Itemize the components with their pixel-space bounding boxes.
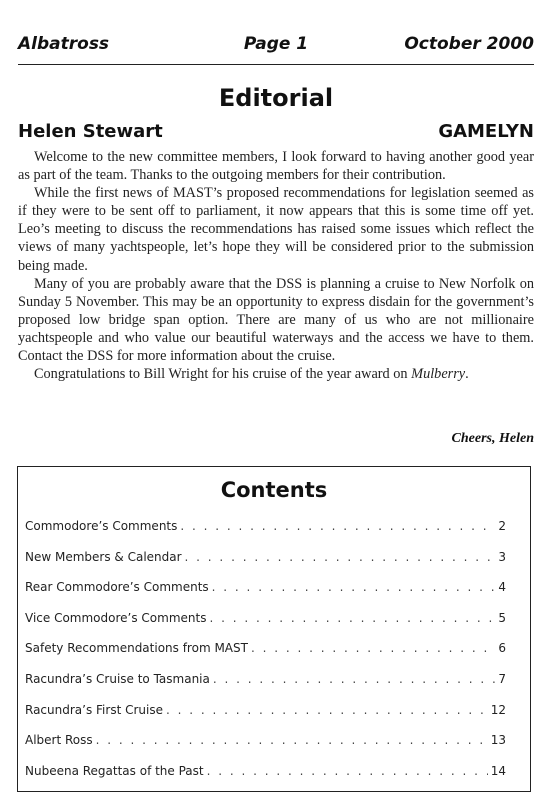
- toc-item[interactable]: [25, 580, 506, 611]
- toc-item[interactable]: [25, 672, 506, 703]
- toc-leader-dots: [207, 764, 488, 778]
- toc-item-page: 14: [490, 763, 506, 778]
- toc-item[interactable]: [25, 703, 506, 734]
- paragraph-end: .: [465, 366, 469, 383]
- toc-item-title: Rear Commodore’s Comments: [25, 580, 209, 595]
- toc-item-page: 7: [498, 671, 506, 686]
- contents-title: Contents: [220, 478, 328, 502]
- toc-item-title: Commodore’s Comments: [25, 519, 178, 533]
- signoff: Cheers, Helen: [451, 431, 534, 446]
- paragraph: While the first news of MAST’s proposed recommendations for legislation seemed as if they were to be sent off to parliament, it now appears that this is some time off yet. Leo’s meeting to discuss the recommendations has raised some issues which reflect the views of many yachtspeople, let’s hope they will be considered prior to the submission being made.: [18, 185, 534, 274]
- toc-item[interactable]: [25, 641, 506, 672]
- toc-item-page: 6: [498, 641, 506, 656]
- toc-item-title: Safety Recommendations from MAST: [25, 641, 248, 656]
- publication-name: Albatross: [18, 34, 110, 54]
- toc-item-title: Vice Commodore’s Comments: [25, 610, 207, 625]
- page-header: [18, 34, 534, 64]
- contents-list: [25, 519, 506, 794]
- toc-item-title: Nubeena Regattas of the Past: [25, 763, 204, 778]
- toc-item-title: New Members & Calendar: [25, 549, 182, 564]
- toc-item-title: Racundra’s Cruise to Tasmania: [25, 671, 210, 686]
- toc-item[interactable]: [25, 550, 506, 581]
- toc-leader-dots: [96, 733, 488, 747]
- toc-item[interactable]: [25, 733, 506, 764]
- toc-leader-dots: [180, 519, 495, 533]
- toc-leader-dots: [209, 611, 495, 625]
- boat-name-italic: Mulberry: [411, 366, 466, 383]
- toc-item-page: 3: [498, 549, 506, 564]
- toc-item-title: Albert Ross: [25, 733, 93, 748]
- toc-item-page: 13: [490, 733, 506, 748]
- contents-box: [17, 466, 531, 792]
- author-name: Helen Stewart: [18, 121, 163, 142]
- toc-item[interactable]: [25, 764, 506, 795]
- toc-item-page: 4: [498, 580, 506, 595]
- toc-item[interactable]: [25, 519, 506, 550]
- issue-date: October 2000: [404, 34, 534, 54]
- header-rule: [18, 64, 534, 65]
- toc-leader-dots: [213, 672, 495, 686]
- toc-item-page: 2: [498, 519, 506, 533]
- editorial-title: Editorial: [218, 84, 334, 112]
- toc-leader-dots: [251, 641, 495, 655]
- byline: [18, 121, 534, 145]
- paragraph: [18, 365, 534, 383]
- page-number: Page 1: [243, 34, 309, 54]
- paragraph: Many of you are probably aware that the DSS is planning a cruise to New Norfolk on Sunday 5 November. This may be an opportunity to express disdain for the government’s proposed low bridge span option. There are many of us who are not millionaire yachtspeople and who value our beautiful waterways and the access we have to them. Contact the DSS for more information about the cruise.: [18, 275, 534, 365]
- toc-item-page: 12: [490, 702, 506, 717]
- paragraph-text: Congratulations to Bill Wright for his cruise of the year award on: [34, 366, 412, 383]
- toc-leader-dots: [212, 580, 496, 594]
- toc-item-title: Racundra’s First Cruise: [25, 702, 163, 717]
- editorial-body: [18, 148, 534, 383]
- paragraph: Welcome to the new committee members, I look forward to having another good year as part of the team. Thanks to the outgoing members for their contribution.: [18, 149, 534, 184]
- toc-item-page: 5: [498, 610, 506, 625]
- toc-leader-dots: [185, 550, 496, 564]
- toc-leader-dots: [166, 703, 488, 717]
- toc-item[interactable]: [25, 611, 506, 642]
- boat-name: GAMELYN: [438, 121, 534, 142]
